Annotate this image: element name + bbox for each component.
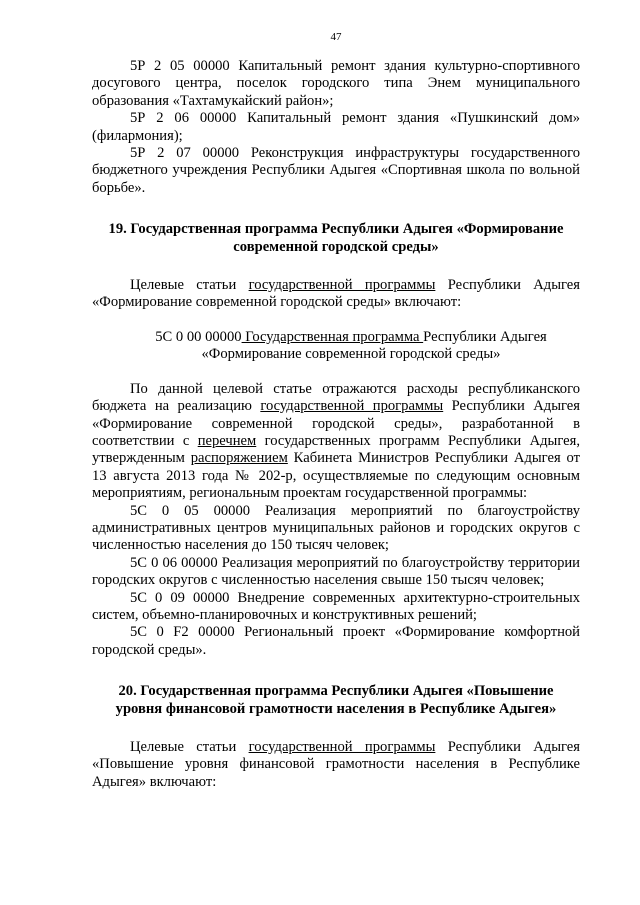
program-code-line: 5С 0 00 00000 Государственная программа Республики Адыгея «Формирование современной городской среды»	[155, 328, 547, 363]
document-page	[92, 30, 580, 791]
program-link[interactable]: Государственная программа	[241, 328, 424, 345]
paragraph-item: 5С 0 F2 00000 Региональный проект «Формирование комфортной городской среды».	[92, 624, 580, 658]
heading-line: уровня финансовой грамотности населения в Республике Адыгея»	[115, 700, 557, 717]
program-link[interactable]: государственной программы	[260, 398, 444, 415]
heading-line: 20. Государственная программа Республики Адыгея «Повышение	[118, 683, 554, 700]
page-number: 47	[330, 31, 342, 43]
program-code: 5С 0 00 00000	[155, 328, 242, 345]
section-heading-19	[92, 221, 580, 256]
paragraph-item: 5Р 2 07 00000 Реконструкция инфраструктуры государственного бюджетного учреждения Республики Адыгея «Спортивная школа по вольной борьбе».	[92, 145, 580, 196]
paragraph-item: 5Р 2 05 00000 Капитальный ремонт здания культурно-спортивного досугового центра, поселок городского типа Энем муниципального образования «Тахтамукайский район»;	[92, 58, 580, 109]
paragraph-item: 5Р 2 06 00000 Капитальный ремонт здания «Пушкинский дом» (филармония);	[92, 110, 580, 144]
paragraph-item: 5С 0 06 00000 Реализация мероприятий по благоустройству территории городских округов с численностью населения свыше 150 тысяч человек;	[92, 554, 580, 589]
order-link[interactable]: распоряжением	[190, 450, 288, 467]
program-link[interactable]: государственной программы	[248, 739, 436, 755]
paragraph-intro: Целевые статьи государственной программы Республики Адыгея «Повышение уровня финансовой грамотности населения в Республике Адыгея» включают:	[92, 739, 580, 790]
paragraph-body: По данной целевой статье отражаются расходы республиканского бюджета на реализацию государственной программы Республики Адыгея «Формирование современной городской среды», разработанной в соответствии с перечнем государственных программ Республики Адыгея, утвержденным распоряжением Кабинета Министров Республики Адыгея от 13 августа 2013 года № 202-р, осуществляемые по следующим основным мероприятиям, региональным проектам государственной программы:	[92, 380, 580, 502]
list-link[interactable]: перечнем	[197, 432, 257, 449]
paragraph-item: 5С 0 05 00000 Реализация мероприятий по благоустройству административных центров муниципальных районов и городских округов с численностью населения до 150 тысяч человек;	[92, 502, 580, 554]
heading-line: 19. Государственная программа Республики Адыгея «Формирование	[108, 221, 564, 238]
paragraph-intro: Целевые статьи государственной программы Республики Адыгея «Формирование современной городской среды» включают:	[92, 277, 580, 311]
section-heading-20	[92, 683, 580, 718]
program-link[interactable]: государственной программы	[248, 277, 436, 294]
paragraph-item: 5С 0 09 00000 Внедрение современных архитектурно-строительных систем, объемно-планировочных и конструктивных решений;	[92, 589, 580, 623]
heading-line: современной городской среды»	[233, 238, 439, 255]
